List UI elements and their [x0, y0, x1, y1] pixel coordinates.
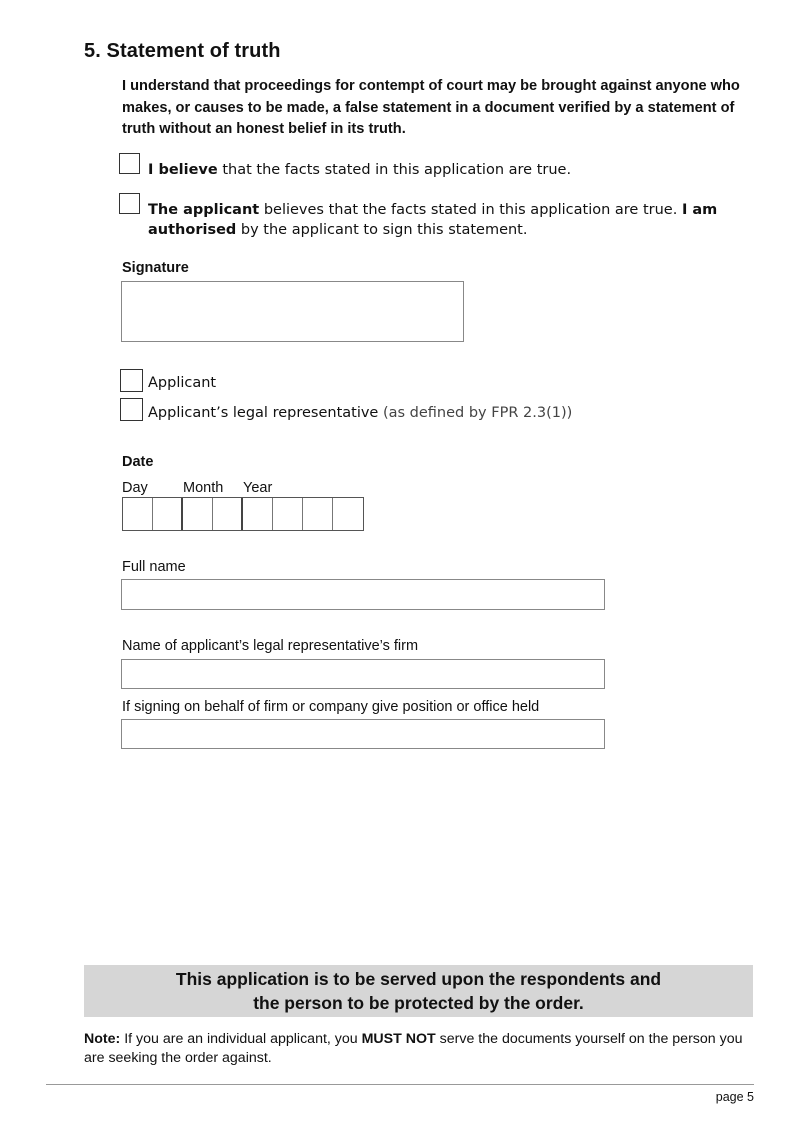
service-banner	[84, 965, 753, 1017]
position-field[interactable]	[121, 719, 605, 749]
authorised-bold: I am authorised	[148, 202, 718, 238]
authorised-text: by the applicant to sign this statement.	[236, 222, 528, 238]
date-label: Date	[122, 454, 154, 470]
applicant-believes-checkbox[interactable]	[119, 193, 140, 214]
legal-rep-checkbox[interactable]	[120, 398, 143, 421]
applicant-bold: The applicant	[148, 202, 260, 218]
date-day-digit-2[interactable]	[153, 498, 183, 530]
date-day-label: Day	[122, 480, 148, 496]
banner-line-2: the person to be protected by the order.	[253, 993, 584, 1013]
date-input	[122, 497, 364, 531]
position-label: If signing on behalf of firm or company give position or office held	[122, 699, 540, 715]
legal-rep-note: (as defined by FPR 2.3(1))	[378, 405, 573, 421]
date-month-digit-1[interactable]	[183, 498, 213, 530]
service-note	[84, 1030, 756, 1068]
i-believe-text: that the facts stated in this application are true.	[217, 162, 572, 178]
signature-box[interactable]	[121, 281, 464, 342]
applicant-checkbox[interactable]	[120, 369, 143, 392]
footer-divider	[46, 1084, 754, 1085]
note-text-2: serve the documents yourself on the person you are seeking the order against.	[84, 1031, 743, 1066]
date-month-label: Month	[183, 480, 224, 496]
note-label: Note:	[84, 1031, 121, 1047]
applicant-option-label: Applicant	[148, 375, 217, 391]
banner-line-1: This application is to be served upon the respondents and	[175, 969, 662, 989]
legal-rep-label: Applicant’s legal representative	[148, 405, 379, 421]
firm-name-field[interactable]	[121, 659, 605, 689]
full-name-field[interactable]	[121, 579, 605, 610]
applicant-text: believes that the facts stated in this application are true.	[259, 202, 682, 218]
date-day-digit-1[interactable]	[123, 498, 153, 530]
full-name-label: Full name	[122, 559, 186, 575]
date-month-digit-2[interactable]	[213, 498, 243, 530]
i-believe-bold: I believe	[148, 162, 218, 178]
date-year-digit-4[interactable]	[333, 498, 363, 530]
legal-rep-option	[148, 403, 572, 423]
note-text-1: If you are an individual applicant, you	[120, 1031, 362, 1047]
i-believe-statement	[148, 160, 571, 180]
section-title: 5. Statement of truth	[84, 40, 281, 62]
page-number: page 5	[715, 1090, 754, 1104]
i-believe-checkbox[interactable]	[119, 153, 140, 174]
date-year-digit-3[interactable]	[303, 498, 333, 530]
date-year-label: Year	[243, 480, 273, 496]
note-emphasis: MUST NOT	[361, 1031, 436, 1047]
date-year-digit-1[interactable]	[243, 498, 273, 530]
statement-intro: I understand that proceedings for contempt of court may be brought against anyone who makes, or causes to be made, a false statement in a document verified by a statement of truth without an honest belief in its truth.	[122, 78, 740, 137]
signature-label: Signature	[122, 260, 189, 276]
applicant-believes-statement	[148, 200, 748, 240]
date-year-digit-2[interactable]	[273, 498, 303, 530]
firm-name-label: Name of applicant’s legal representative’s firm	[122, 638, 419, 654]
